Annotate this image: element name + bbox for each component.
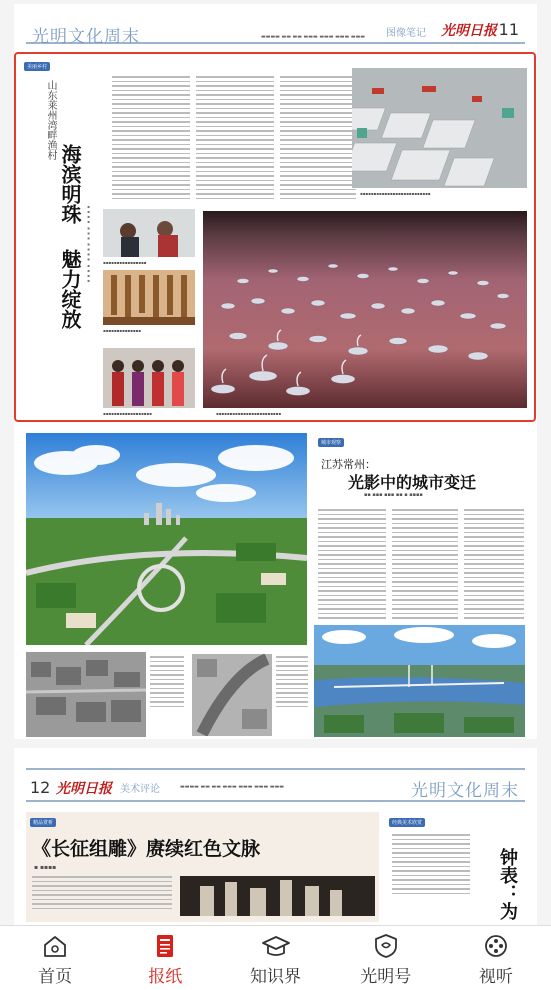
tab-knowledge[interactable]	[220, 926, 330, 990]
film-reel-icon	[481, 933, 511, 959]
tab-guangming-hao[interactable]	[331, 926, 441, 990]
city-aerial-photo[interactable]	[26, 433, 307, 645]
article-headline-2: 光影中的城市变迁	[348, 473, 477, 492]
tab-audiovisual[interactable]	[441, 926, 551, 990]
article-tag-4: 经典美术欣赏	[389, 818, 425, 827]
newspaper-icon	[150, 933, 180, 959]
masthead-info-line: ▬▬▬▬ ▬▬ ▬▬ ▬▬▬ ▬▬▬ ▬▬▬ ▬▬▬	[180, 784, 285, 790]
tab-label: 视听	[478, 967, 513, 987]
body-text-col-3	[280, 76, 356, 206]
photo-caption-3: ▪▪▪▪▪▪▪▪▪▪▪▪▪▪	[103, 328, 141, 333]
photo-caption-2: ▪▪▪▪▪▪▪▪▪▪▪▪▪▪▪▪	[103, 260, 147, 265]
tab-home[interactable]	[0, 926, 110, 990]
masthead-title: 光明文化周末	[411, 781, 519, 801]
body-text-col-5	[392, 509, 458, 619]
article-subtitle: 山东莱州湾畔渔村	[45, 80, 56, 160]
body-text-col-2	[196, 76, 274, 206]
swan-lake-photo[interactable]	[203, 211, 527, 408]
article-byline: ▪▪▪▪ ▪▪▪ ▪▪▪▪ ▪▪▪▪	[86, 204, 91, 283]
graduation-cap-icon	[261, 933, 291, 959]
masthead-logo: 光明日报	[56, 781, 112, 797]
masthead-logo: 光明日报	[441, 23, 497, 39]
newspaper-page-12[interactable]	[14, 748, 537, 925]
body-text-col-8	[276, 656, 308, 726]
bridge-river-photo[interactable]	[314, 625, 525, 737]
selected-article-highlight[interactable]	[14, 52, 536, 422]
photo-caption-1: ▪▪▪▪▪▪▪▪▪▪▪▪▪▪▪▪▪▪▪▪▪▪▪▪▪▪	[360, 191, 431, 196]
small-photo-2[interactable]	[103, 270, 195, 325]
article-tag-2: 城市观察	[318, 438, 344, 447]
article-block-1[interactable]	[26, 812, 379, 922]
tab-label: 知识界	[250, 967, 301, 987]
bottom-tab-bar	[0, 925, 551, 990]
masthead-info-line: ▬▬▬▬ ▬▬ ▬▬ ▬▬▬ ▬▬▬ ▬▬▬ ▬▬▬	[261, 34, 366, 40]
body-text-col-7	[150, 656, 184, 726]
historic-photo-1[interactable]	[26, 652, 146, 737]
masthead-section: 美术评论	[120, 784, 160, 795]
page-masthead	[26, 768, 525, 802]
article-tag-3: 精品赏析	[30, 818, 56, 827]
page-masthead	[26, 14, 525, 47]
body-text-col-9	[32, 876, 172, 916]
body-text-col-1	[112, 76, 190, 206]
article-headline-4: 钟表：为	[497, 848, 518, 920]
newspaper-page-11[interactable]	[14, 4, 537, 739]
sculpture-photo[interactable]	[180, 876, 375, 916]
article-kicker-2: 江苏常州：	[321, 458, 376, 471]
historic-photo-2[interactable]	[192, 654, 272, 736]
article-byline-3: ▪ ▪▪▪▪	[34, 864, 57, 871]
tab-label: 首页	[38, 967, 73, 987]
village-aerial-photo[interactable]	[352, 68, 527, 188]
photo-caption-5: ▪▪▪▪▪▪▪▪▪▪▪▪▪▪▪▪▪▪▪▪▪▪▪▪	[216, 411, 282, 416]
page-number: 11	[498, 20, 519, 39]
article-headline-3: 《长征组雕》赓续红色文脉	[32, 838, 261, 860]
article-byline-2: ▪▪ ▪▪▪ ▪▪▪ ▪▪ ▪ ▪▪▪▪	[364, 492, 423, 498]
article-title-1: 海滨明珠	[58, 144, 82, 224]
article-title-2: 魅力绽放	[58, 249, 82, 329]
photo-caption-4: ▪▪▪▪▪▪▪▪▪▪▪▪▪▪▪▪▪▪	[103, 411, 152, 416]
body-text-col-6	[464, 509, 524, 619]
body-text-col-4	[318, 509, 386, 619]
page-number: 12	[30, 778, 51, 797]
masthead-title: 光明文化周末	[32, 27, 140, 47]
small-photo-3[interactable]	[103, 348, 195, 408]
tab-label: 报纸	[148, 967, 183, 987]
shield-heart-icon	[371, 933, 401, 959]
tab-newspaper[interactable]	[110, 926, 220, 990]
masthead-section: 图像笔记	[386, 28, 426, 39]
home-icon	[40, 933, 70, 959]
small-photo-1[interactable]	[103, 209, 195, 257]
tab-label: 光明号	[360, 967, 412, 987]
body-text-col-10	[392, 834, 470, 914]
article-tag: 美丽乡村	[24, 62, 50, 71]
